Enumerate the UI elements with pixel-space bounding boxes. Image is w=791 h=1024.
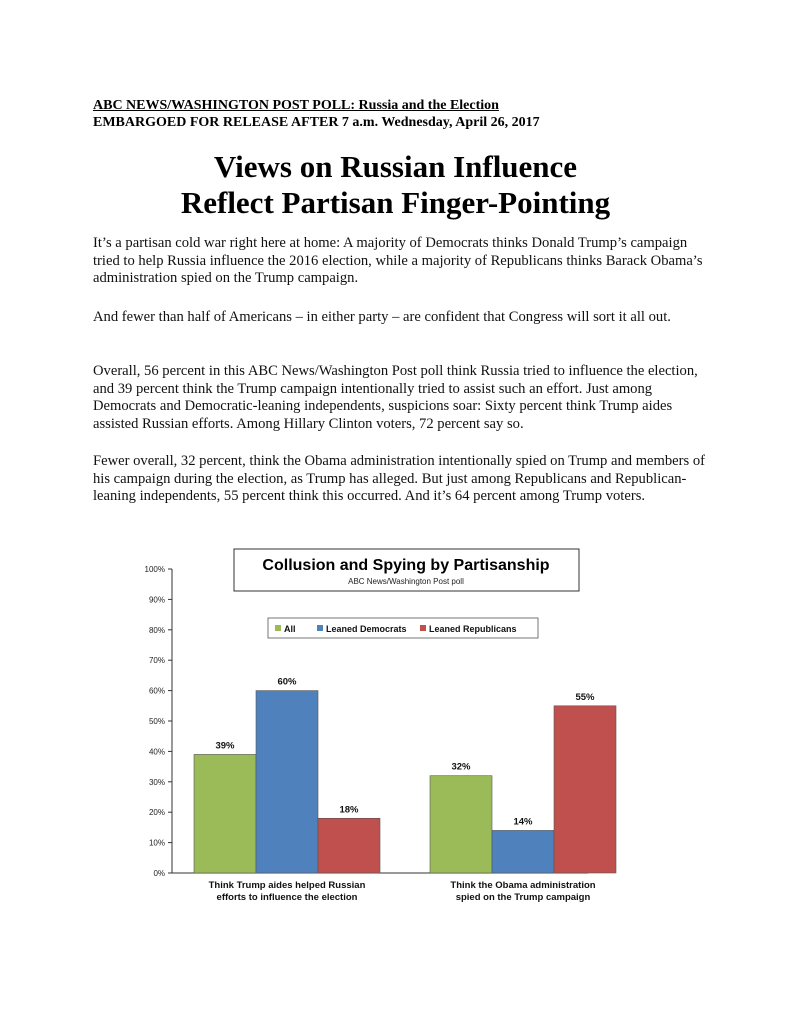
y-tick-label: 70% <box>148 656 165 666</box>
data-label: 55% <box>575 691 595 703</box>
data-label: 32% <box>451 761 471 773</box>
bar <box>430 776 492 873</box>
y-tick-label: 0% <box>153 869 165 878</box>
data-label: 39% <box>215 740 235 752</box>
legend-swatch <box>420 625 426 631</box>
headline-line-1: Views on Russian Influence <box>213 149 578 184</box>
y-tick-label: 50% <box>148 717 165 726</box>
y-tick-label: 40% <box>148 747 165 757</box>
paragraph-3: Overall, 56 percent in this ABC News/Washington Post poll think Russia tried to influence the election, and 39 percent think the Trump campaign intentionally tried to assist such an effort. Just among Democrats and Democratic-leaning independents, suspicions soar: Sixty percent think Trump aides assisted Russian efforts. Among Hillary Clinton voters, 72 percent say so. <box>93 363 698 432</box>
legend-label: Leaned Democrats <box>326 624 407 634</box>
paragraph-2: And fewer than half of Americans – in either party – are confident that Congress will sort it all out. <box>93 309 671 325</box>
y-tick-label: 10% <box>148 838 165 848</box>
bar <box>194 754 256 873</box>
legend-label: Leaned Republicans <box>429 624 517 634</box>
legend-swatch <box>275 625 281 631</box>
y-tick-label: 20% <box>148 808 165 818</box>
chart-title: Collusion and Spying by Partisanship <box>262 557 550 574</box>
data-label: 18% <box>339 804 359 816</box>
y-tick-label: 80% <box>148 625 165 635</box>
chart-svg <box>120 545 680 915</box>
category-label: Think the Obama administration <box>450 880 596 891</box>
poll-header: ABC NEWS/WASHINGTON POST POLL: Russia and the Election <box>93 98 499 113</box>
category-label: spied on the Trump campaign <box>455 892 591 903</box>
y-tick-label: 30% <box>148 777 165 787</box>
paragraph-1: It’s a partisan cold war right here at home: A majority of Democrats thinks Donald Trump’s campaign tried to help Russia influence the 2016 election, while a majority of Republicans thinks Barack Obama’s administration spied on the Trump campaign. <box>93 235 703 287</box>
bar <box>256 691 318 873</box>
data-label: 60% <box>277 676 297 688</box>
legend-swatch <box>317 625 323 631</box>
bar-chart <box>120 545 680 915</box>
chart-subtitle: ABC News/Washington Post poll <box>348 577 464 586</box>
headline-line-2: Reflect Partisan Finger-Pointing <box>180 185 611 220</box>
y-tick-label: 60% <box>148 686 165 696</box>
y-tick-label: 90% <box>148 595 165 605</box>
bar <box>318 818 380 873</box>
embargo-line: EMBARGOED FOR RELEASE AFTER 7 a.m. Wednesday, April 26, 2017 <box>93 115 540 130</box>
bar <box>492 830 554 873</box>
y-tick-label: 100% <box>144 565 165 574</box>
paragraph-4: Fewer overall, 32 percent, think the Obama administration intentionally spied on Trump and members of his campaign during the election, as Trump has alleged. But just among Republicans and Republican-leaning independents, 55 percent think this occurred. And it’s 64 percent among Trump voters. <box>93 453 706 505</box>
category-label: Think Trump aides helped Russian <box>208 880 366 891</box>
category-label: efforts to influence the election <box>216 892 358 903</box>
data-label: 14% <box>513 816 533 828</box>
bar <box>554 706 616 873</box>
legend-label: All <box>284 624 296 634</box>
